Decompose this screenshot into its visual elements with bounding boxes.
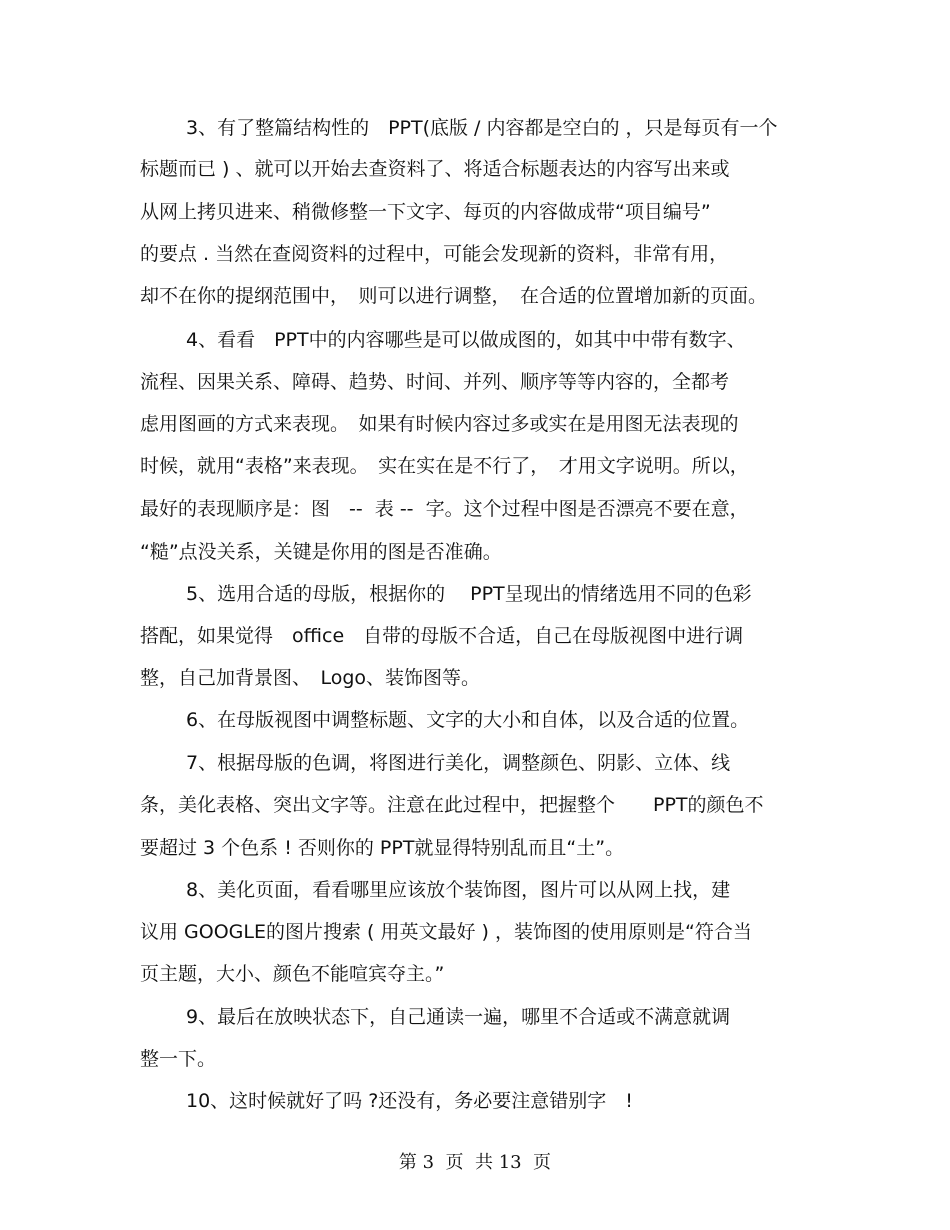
paragraph-7-line-1: 7、根据母版的色调，将图进行美化，调整颜色、阴影、立体、线 <box>186 752 731 774</box>
paragraph-6-line-1: 6、在母版视图中调整标题、文字的大小和自体，以及合适的位置。 <box>186 709 750 731</box>
paragraph-7-line-3: 要超过 3 个色系 ! 否则你的 PPT就显得特别乱而且“土”。 <box>140 837 625 859</box>
paragraph-8-line-3: 页主题，大小、颜色不能喧宾夺主。” <box>140 963 445 985</box>
paragraph-4-line-3: 虑用图画的方式来表现。 如果有时候内容过多或实在是用图无法表现的 <box>140 413 739 435</box>
paragraph-3-line-2: 标题而已 ) 、就可以开始去查资料了、将适合标题表达的内容写出来或 <box>140 158 730 180</box>
paragraph-10-line-1: 10、这时候就好了吗 ?还没有，务必要注意错别字 ! <box>186 1090 633 1112</box>
paragraph-3-line-1: 3、有了整篇结构性的 PPT(底版 / 内容都是空白的 ，只是每页有一个 <box>186 117 778 139</box>
paragraph-5-line-1: 5、选用合适的母版，根据你的 PPT呈现出的情绪选用不同的色彩 <box>186 583 752 605</box>
paragraph-4-line-5: 最好的表现顺序是：图 -- 表 -- 字。这个过程中图是否漂亮不要在意， <box>140 498 749 520</box>
paragraph-5-line-3: 整，自己加背景图、 Logo、装饰图等。 <box>140 667 481 689</box>
paragraph-8-line-2: 议用 GOOGLE的图片搜索 ( 用英文最好 ) ，装饰图的使用原则是“符合当 <box>140 921 752 943</box>
paragraph-7-line-2: 条，美化表格、突出文字等。注意在此过程中，把握整个 PPT的颜色不 <box>140 794 764 816</box>
paragraph-4-line-2: 流程、因果关系、障碍、趋势、时间、并列、顺序等等内容的，全都考 <box>140 371 730 393</box>
paragraph-8-line-1: 8、美化页面，看看哪里应该放个装饰图，图片可以从网上找，建 <box>186 879 731 901</box>
paragraph-4-line-6: “糙”点没关系，关键是你用的图是否准确。 <box>140 541 502 563</box>
paragraph-5-line-2: 搭配，如果觉得 office 自带的母版不合适，自己在母版视图中进行调 <box>140 625 744 647</box>
page-number-footer: 第 3 页 共 13 页 <box>398 1152 552 1173</box>
paragraph-3-line-5: 却不在你的提纲范围中， 则可以进行调整， 在合适的位置增加新的页面。 <box>140 285 768 307</box>
paragraph-9-line-1: 9、最后在放映状态下，自己通读一遍，哪里不合适或不满意就调 <box>186 1006 731 1028</box>
paragraph-9-line-2: 整一下。 <box>140 1048 217 1070</box>
paragraph-3-line-3: 从网上拷贝进来、稍微修整一下文字、每页的内容做成带“项目编号” <box>140 201 711 223</box>
paragraph-4-line-1: 4、看看 PPT中的内容哪些是可以做成图的，如其中中带有数字、 <box>186 329 746 351</box>
paragraph-3-line-4: 的要点 . 当然在查阅资料的过程中，可能会发现新的资料，非常有用， <box>140 243 729 265</box>
paragraph-4-line-4: 时候，就用“表格”来表现。 实在实在是不行了， 才用文字说明。所以， <box>140 455 749 477</box>
